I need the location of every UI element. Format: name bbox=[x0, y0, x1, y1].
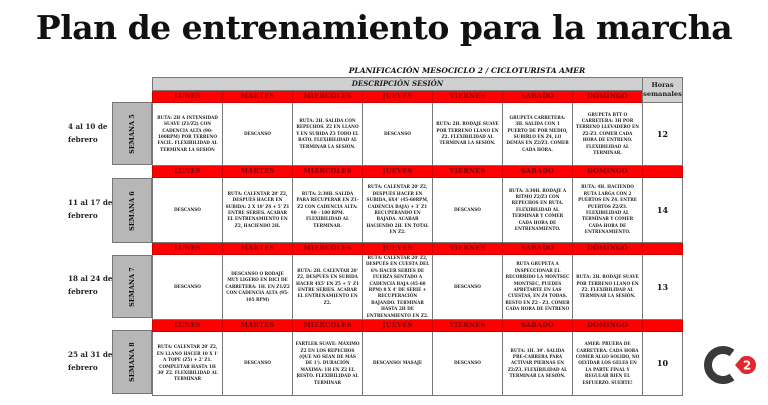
week-dates: 18 al 24 de febrero bbox=[68, 274, 113, 296]
training-plan-table bbox=[152, 77, 683, 396]
page-title: Plan de entrenamiento para la marcha bbox=[35, 8, 733, 47]
section-header: DESCRIPCIÓN SESIÓN bbox=[153, 78, 643, 91]
week-dates: 11 al 17 de febrero bbox=[68, 198, 113, 220]
semana-label: SEMANA 7 bbox=[112, 255, 152, 318]
day-header-sabado: SABADO bbox=[503, 91, 573, 103]
session-cell: DESCANSO bbox=[153, 255, 223, 320]
day-header-lunes: LUNES bbox=[153, 166, 223, 178]
session-cell: DESCANSO bbox=[433, 255, 503, 320]
session-cell: FARTLEK SUAVE: MÁXIMO Z2 EN LOS REPECHOS (QUE NO SEAN DE MÁS DE 1'). DURACIÓN MÁXIMA: 1H EN Z2 EL RESTO. FLEXIBILIDAD AL TERMINAR bbox=[293, 332, 363, 396]
session-cell: DESCANSO bbox=[363, 103, 433, 166]
week-dates: 25 al 31 de febrero bbox=[68, 350, 113, 372]
c2-logo bbox=[702, 345, 758, 385]
semana-label: SEMANA 8 bbox=[112, 330, 152, 394]
session-cell: RUTA: 4H. HACIENDO RUTA LARGA CON 2 PUERTOS EN Z4. ENTRE PUERTOS Z2/Z3. FLEXIBILIDAD AL TERMINAR Y COMER CADA HORA DE ENTRENAMIENTO. bbox=[573, 178, 643, 243]
session-cell: DESCANSO O RODAJE MUY LIGERO EN BICI DE CARRETERA: 1H. EN Z1/Z2 CON CADENCIA ALTA (95-105 RPM) bbox=[223, 255, 293, 320]
session-cell: RUTA: 2H. RODAJE SUAVE POR TERRENO LLANO EN Z2. FLEXIBILIDAD AL TERMINAR LA SESIÓN. bbox=[573, 255, 643, 320]
day-header-martes: MARTES bbox=[223, 243, 293, 255]
session-cell: RUTA: CALENTAR 20' Z2, DESPUÉS EN CUESTA DEL 6% HACER SERIES DE FUERZA SENTADO A CADENCIA BAJA (45-60 RPM) 8 X 4' DE SERIE + RECUPERACIÓN BAJANDO. TERMINAR HASTA 2H DE ENTRENAMIENTO EN Z2. bbox=[363, 255, 433, 320]
svg-text:2: 2 bbox=[742, 358, 752, 373]
weekly-hours: 14 bbox=[643, 178, 683, 243]
hours-column-header: Horas semanales bbox=[643, 78, 683, 103]
day-header-jueves: JUEVES bbox=[363, 166, 433, 178]
day-header-domingo: DOMINGO bbox=[573, 91, 643, 103]
day-header-viernes: VIERNES bbox=[433, 91, 503, 103]
session-cell: RUTA: 2H. CALENTAR 20' Z2, DESPUÉS EN SUBIDA HACER 4X5' EN Z5 + 5' Z1 ENTRE SERIES. ACABAR EL ENTRENAMIENTO EN Z2. bbox=[293, 255, 363, 320]
session-cell: RUTA: 2H A INTENSIDAD SUAVE (Z1/Z2) CON CADENCIA ALTA (90-100RPM) POR TERRENO FÁCIL. FLEXIBILIDAD AL TERMINAR LA SESIÓN bbox=[153, 103, 223, 166]
day-header-lunes: LUNES bbox=[153, 91, 223, 103]
day-header-martes: MARTES bbox=[223, 320, 293, 332]
session-cell: RUTA: CALENTAR 20' Z2, EN LLANO HACER 10 X 1' A TOPE (Z5) + 2' Z1. COMPLETAR HASTA 1H 30' Z2. FLEXIBILIDAD AL TERMINAR bbox=[153, 332, 223, 396]
day-header-miercoles: MIERCOLES bbox=[293, 166, 363, 178]
day-header-viernes: VIERNES bbox=[433, 320, 503, 332]
weekly-hours: 10 bbox=[643, 332, 683, 396]
session-cell: RUTA: CALENTAR 20' Z2, DESPUÉS HACER EN SUBIDA, 6X4' (45-60RPM, CADENCIA BAJA) + 3' Z1 RECUPERANDO EN BAJADA. ACABAR HACIENDO 2H. EN TOTAL EN Z2. bbox=[363, 178, 433, 243]
day-header-sabado: SABADO bbox=[503, 243, 573, 255]
day-header-domingo: DOMINGO bbox=[573, 166, 643, 178]
session-cell: GRUPETA CARRETERA: 3H. SALIDA CON 1 PUERTO DE POR MEDIO, SUBIRLO EN Z4, LO DEMÁS EN Z2/Z3. COMER CADA HORA. bbox=[503, 103, 573, 166]
session-cell: DESCANSO bbox=[223, 103, 293, 166]
session-cell: RUTA: 1H. 30'. SALIDA PRE-CARRERA PARA ACTIVAR PIERNAS EN Z2/Z3. FLEXIBILIDAD AL TERMINAR LA SESIÓN. bbox=[503, 332, 573, 396]
day-header-lunes: LUNES bbox=[153, 320, 223, 332]
day-header-miercoles: MIERCOLES bbox=[293, 243, 363, 255]
day-header-domingo: DOMINGO bbox=[573, 243, 643, 255]
day-header-jueves: JUEVES bbox=[363, 243, 433, 255]
hours-header-fill bbox=[643, 320, 683, 332]
semana-label: SEMANA 5 bbox=[112, 102, 152, 165]
session-cell: RUTA: 2H. RODAJE SUAVE POR TERRENO LLANO EN Z2. FLEXIBILIDAD AL TERMINAR LA SESIÓN. bbox=[433, 103, 503, 166]
session-cell: RUTA: 3:30H. RODAJE A RITMO Z2/Z3 CON REPECHOS EN RUTA. FLEXIBILIDAD AL TERMINAR Y COMER CADA HORA DE ENTRENAMIENTO. bbox=[503, 178, 573, 243]
day-header-miercoles: MIERCOLES bbox=[293, 320, 363, 332]
day-header-sabado: SABADO bbox=[503, 166, 573, 178]
day-header-miercoles: MIERCOLES bbox=[293, 91, 363, 103]
day-header-sabado: SABADO bbox=[503, 320, 573, 332]
plan-subtitle: PLANIFICACIÓN MESOCICLO 2 / CICLOTURISTA AMER bbox=[348, 66, 586, 75]
session-cell: RUTA: CALENTAR 20' Z2, DESPUÉS HACER EN SUBIDA: 2 X 10' Z4 + 5' Z1 ENTRE SERIES. ACABAR EL ENTRENAMIENTO EN Z2, HACIENDO 2H. bbox=[223, 178, 293, 243]
weekly-hours: 12 bbox=[643, 103, 683, 166]
c2-logo-icon bbox=[702, 345, 758, 385]
hours-header-fill bbox=[643, 166, 683, 178]
hours-header-fill bbox=[643, 243, 683, 255]
session-cell: GRUPETA BTT O CARRETERA: 3H POR TERRENO LLEVADERO EN Z2-Z3. COMER CADA HORA DE ENTRENO. FLEXIBILIDAD AL TERMINAR. bbox=[573, 103, 643, 166]
session-cell: AMER: PRUEBA DE CARRETERA. CADA HORA COMER ALGO SOLIDO, NO OLVIDAR LOS GELES EN LA PARTE FINAL Y REGULAR BIEN EL ESFUERZO. SUERTE! bbox=[573, 332, 643, 396]
session-cell: RUTA: 2:30H. SALIDA PARA RECUPERAR EN Z1-Z2 CON CADENCIA ALTA: 90 - 100 RPM. FLEXIBILIDAD AL TERMINAR. bbox=[293, 178, 363, 243]
session-cell: RUTA GRUPETA A INSPECCIONAR EL RECORRIDO LA MONTSEC MONTSEC, PUEDES APRETARTE EN LAS CUESTAS, EN Z4 TODAS. RESTO EN Z2 - Z3. COMER CADA HORA DE ENTRENO bbox=[503, 255, 573, 320]
day-header-lunes: LUNES bbox=[153, 243, 223, 255]
day-header-domingo: DOMINGO bbox=[573, 320, 643, 332]
session-cell: DESCANSO bbox=[223, 332, 293, 396]
session-cell: RUTA: 2H. SALIDA CON REPECHOS. Z2 EN LLANO Y EN SUBIDA Z3 TODO EL RATO. FLEXIBILIDAD AL TERMINAR LA SESIÓN. bbox=[293, 103, 363, 166]
day-header-viernes: VIERNES bbox=[433, 243, 503, 255]
semana-label: SEMANA 6 bbox=[112, 178, 152, 243]
weekly-hours: 13 bbox=[643, 255, 683, 320]
day-header-martes: MARTES bbox=[223, 91, 293, 103]
day-header-jueves: JUEVES bbox=[363, 320, 433, 332]
week-dates: 4 al 10 de febrero bbox=[68, 122, 108, 144]
day-header-jueves: JUEVES bbox=[363, 91, 433, 103]
session-cell: DESCANSO bbox=[153, 178, 223, 243]
session-cell: DESCANSO/ MASAJE bbox=[363, 332, 433, 396]
day-header-martes: MARTES bbox=[223, 166, 293, 178]
session-cell: DESCANSO bbox=[433, 332, 503, 396]
session-cell: DESCANSO bbox=[433, 178, 503, 243]
day-header-viernes: VIERNES bbox=[433, 166, 503, 178]
